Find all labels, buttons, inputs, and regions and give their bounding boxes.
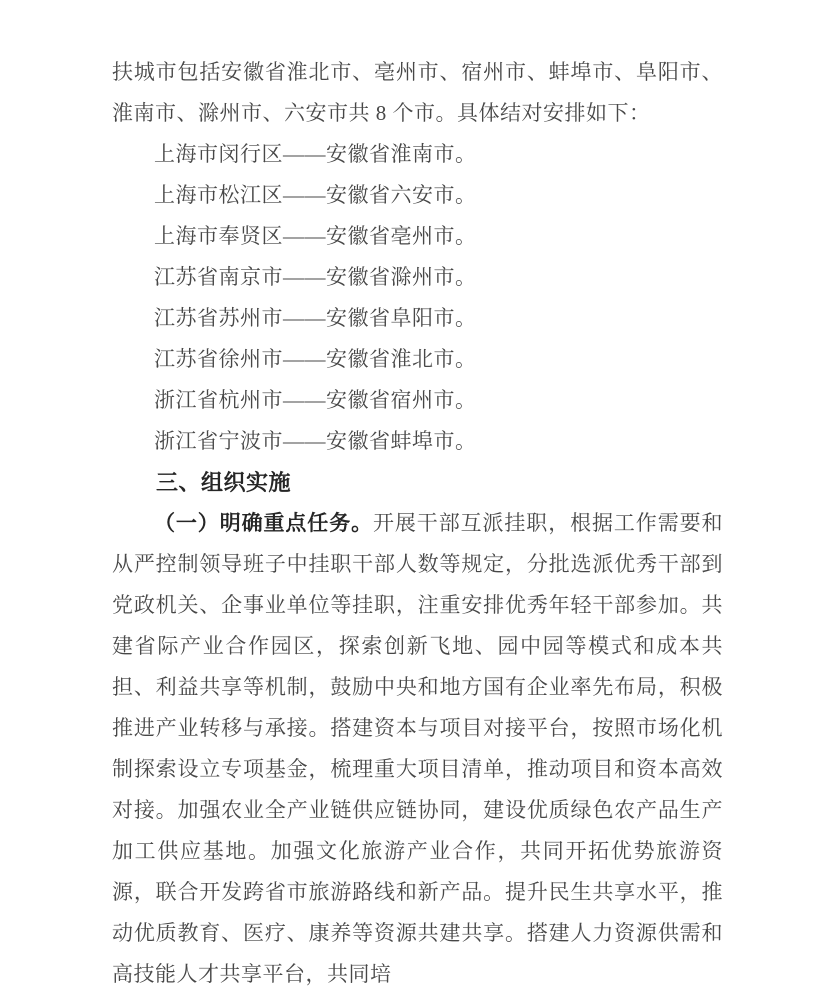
pairing-item-4: 江苏省南京市——安徽省滁州市。 [154,265,477,289]
pairing-list [112,134,723,462]
pairing-item-6: 江苏省徐州市——安徽省淮北市。 [154,347,477,371]
pairing-item-2: 上海市松江区——安徽省六安市。 [154,183,477,207]
pairing-item-8: 浙江省宁波市——安徽省蚌埠市。 [154,429,477,453]
pairing-item-1: 上海市闵行区——安徽省淮南市。 [154,142,477,166]
pairing-item-5: 江苏省苏州市——安徽省阜阳市。 [154,306,477,330]
pairing-item-3: 上海市奉贤区——安徽省亳州市。 [154,224,477,248]
task-paragraph-body: 开展干部互派挂职，根据工作需要和从严控制领导班子中挂职干部人数等规定，分批选派优秀干部到党政机关、企事业单位等挂职，注重安排优秀年轻干部参加。共建省际产业合作园区，探索创新飞地、园中园等模式和成本共担、利益共享等机制，鼓励中央和地方国有企业率先布局，积极推进产业转移与承接。搭建资本与项目对接平台，按照市场化机制探索设立专项基金，梳理重大项目清单，推动项目和资本高效对接。加强农业全产业链供应链协同，建设优质绿色农产品生产加工供应基地。加强文化旅游产业合作，共同开拓优势旅游资源，联合开发跨省市旅游路线和新产品。提升民生共享水平，推动优质教育、医疗、康养等资源共建共享。搭建人力资源供需和高技能人才共享平台，共同培 [112,511,723,986]
task-paragraph [112,503,723,990]
intro-paragraph: 扶城市包括安徽省淮北市、亳州市、宿州市、蚌埠市、阜阳市、淮南市、滁州市、六安市共 8 个市。具体结对安排如下： [112,60,723,125]
section-heading-organization: 三、组织实施 [156,470,292,495]
pairing-item-7: 浙江省杭州市——安徽省宿州市。 [154,388,477,412]
task-paragraph-lead: （一）明确重点任务。 [154,512,373,535]
